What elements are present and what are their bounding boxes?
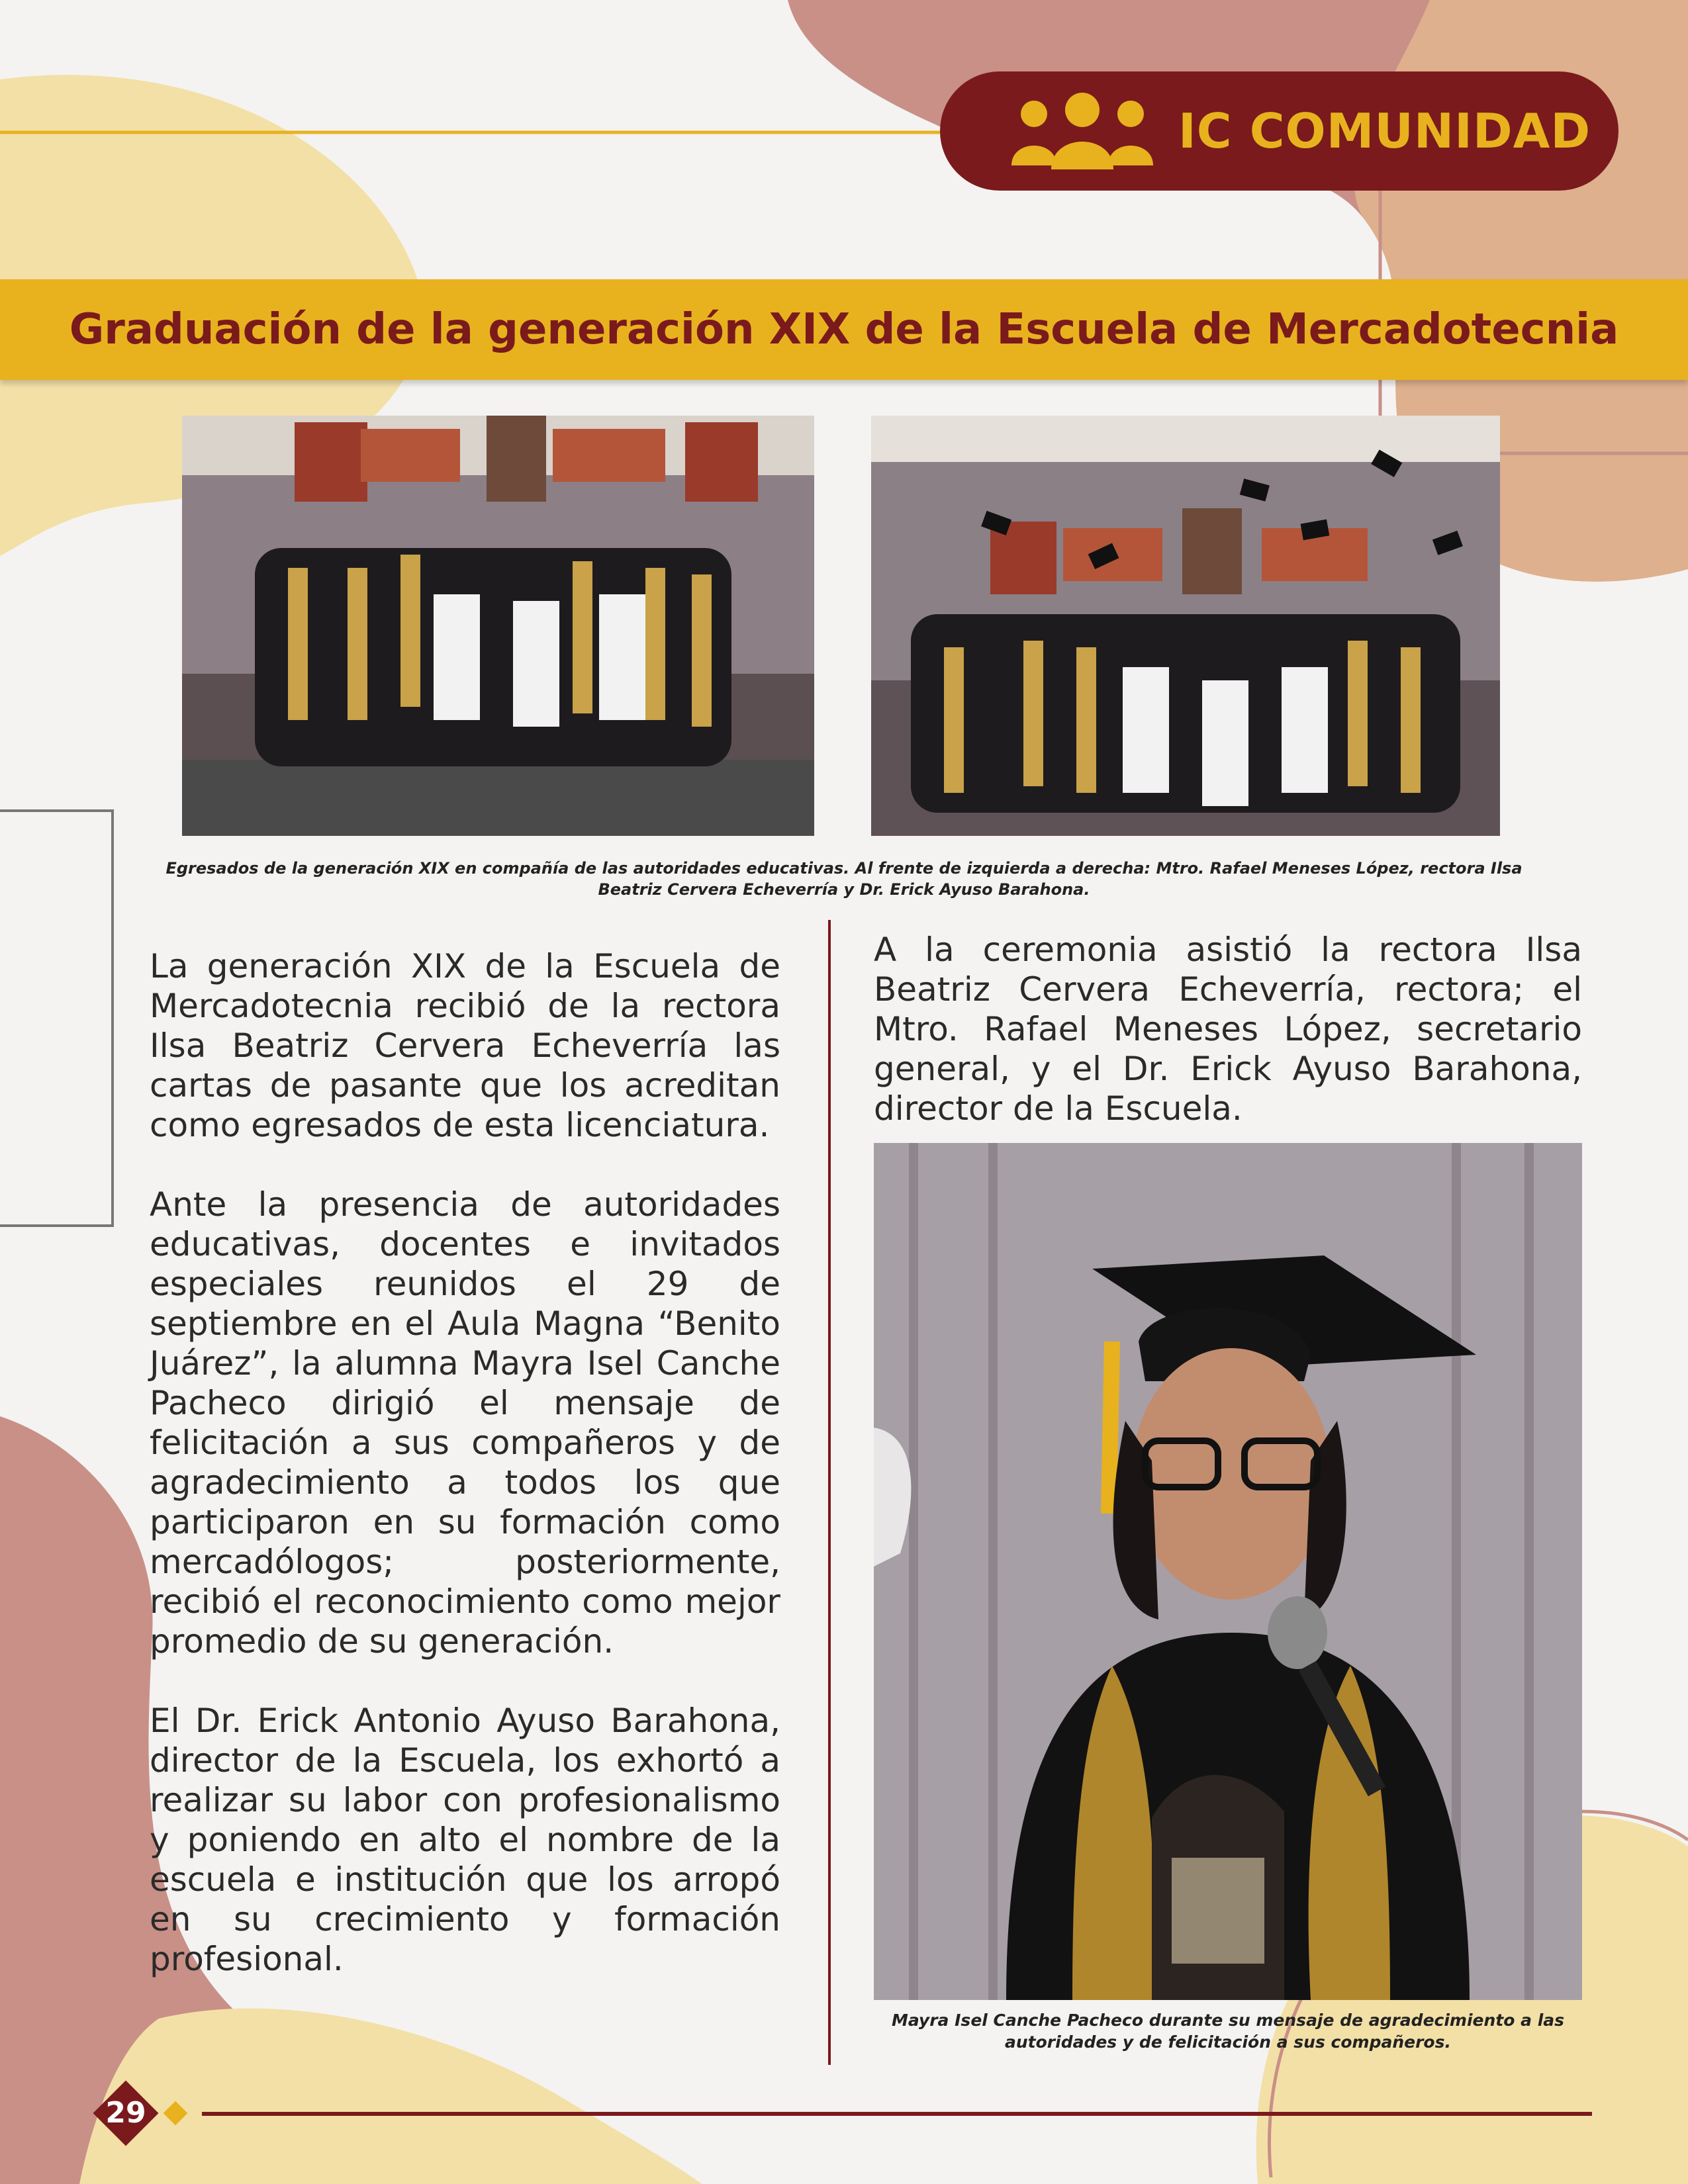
paragraph-right: A la ceremonia asistió la rectora Ilsa Beatriz Cervera Echeverría, rectora; el Mtro. Rafael Meneses López, secretario general, y el Dr. Erick Ayuso Barahona, director de la Escuela. [874, 931, 1582, 1128]
people-group-icon [1006, 91, 1158, 171]
footer-rule [202, 2112, 1592, 2116]
group-photo-right [871, 416, 1500, 836]
paragraph-1: La generación XIX de la Escuela de Mercadotecnia recibió de la rectora Ilsa Beatriz Cervera Echeverría las cartas de pasante que los acreditan como egresados de esta licenciatura. [150, 947, 780, 1144]
section-label: IC COMUNIDAD [1178, 103, 1591, 159]
column-divider [828, 920, 831, 2065]
section-badge [940, 71, 1618, 191]
paragraph-3: El Dr. Erick Antonio Ayuso Barahona, director de la Escuela, los exhortó a realizar su labor con profesionalismo y poniendo en alto el nombre de la escuela e institución que los arropó en su crecimiento y formación profesional. [150, 1702, 780, 1978]
paragraph-2: Ante la presencia de autoridades educativas, docentes e invitados especiales reunidos el 29 de septiembre en el Aula Magna “Benito Juárez”, la alumna Mayra Isel Canche Pacheco dirigió el mensaje de felicitación a sus compañeros y de agradecimiento a todos los que participaron en su formación como mercadólogos; posteriormente, recibió el reconocimiento como mejor promedio de su generación. [150, 1185, 780, 1661]
top-photo-caption: Egresados de la generación XIX en compañía de las autoridades educativas. Al frente de izquierda a derecha: Mtro. Rafael Meneses López, rectora Ilsa Beatriz Cervera Echeverría y Dr. Erick Ayuso Barahona. [165, 859, 1523, 899]
article-title: Graduación de la generación XIX de la Escuela de Mercadotecnia [69, 305, 1619, 354]
speaker-photo [874, 1143, 1582, 2000]
bottom-photo-caption: Mayra Isel Canche Pacheco durante su mensaje de agradecimiento a las autoridades y de felicitación a sus compañeros. [891, 2011, 1565, 2052]
title-band [0, 279, 1688, 380]
right-column [874, 930, 1582, 1168]
page-number: 29 [105, 2096, 146, 2130]
left-column [150, 946, 780, 2019]
group-photo-left [182, 416, 814, 836]
